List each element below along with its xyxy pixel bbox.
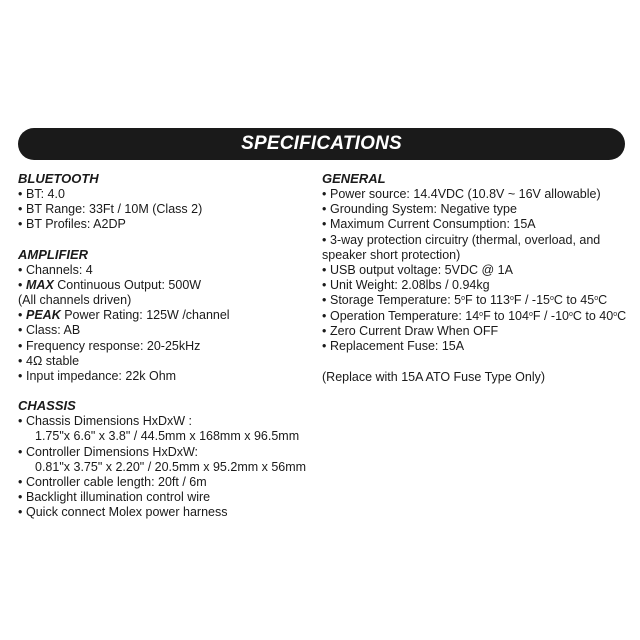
amplifier-heading: AMPLIFIER (18, 246, 89, 262)
list-item: • MAX Continuous Output: 500W (18, 277, 202, 292)
list-item: • Frequency response: 20-25kHz (18, 338, 201, 353)
list-item: • Input impedance: 22k Ohm (18, 369, 177, 384)
bluetooth-list (18, 187, 318, 233)
general-list (322, 187, 634, 354)
list-item-continuation: 1.75"x 6.6" x 3.8" / 44.5mm x 168mm x 96.5mm (35, 429, 300, 444)
bluetooth-heading: BLUETOOTH (18, 171, 99, 186)
list-item-continuation: speaker short protection) (322, 247, 461, 262)
chassis-heading: CHASSIS (18, 398, 76, 414)
list-item: • 3-way protection circuitry (thermal, overload, and (322, 232, 601, 247)
right-column (322, 171, 634, 385)
page-title: SPECIFICATIONS (241, 133, 402, 154)
list-item: • Chassis Dimensions HxDxW : (18, 414, 193, 429)
list-item: • BT: 4.0 (18, 187, 65, 201)
list-item: • Operation Temperature: 14$^o$F to 104$^o$F / -10$^o$C to 40$^o$C (322, 308, 627, 323)
list-item: • Class: AB (18, 323, 81, 338)
chassis-list (18, 414, 318, 520)
list-item: • Power source: 14.4VDC (10.8V ~ 16V allowable) (322, 187, 601, 201)
fuse-note: (Replace with 15A ATO Fuse Type Only) (322, 370, 546, 385)
list-item: • Maximum Current Consumption: 15A (322, 217, 536, 232)
list-item: • USB output voltage: 5VDC @ 1A (322, 263, 513, 278)
list-item: • Zero Current Draw When OFF (322, 323, 499, 338)
list-item-continuation: 0.81"x 3.75" x 2.20" / 20.5mm x 95.2mm x 56mm (35, 459, 307, 474)
list-item: • Controller Dimensions HxDxW: (18, 444, 199, 459)
list-item: • Channels: 4 (18, 262, 93, 277)
list-item: • Backlight illumination control wire (18, 490, 211, 505)
general-heading: GENERAL (322, 171, 386, 186)
list-item: • BT Profiles: A2DP (18, 217, 126, 232)
amplifier-list (18, 263, 318, 385)
list-item: • 4Ω stable (18, 353, 80, 368)
list-item: • Storage Temperature: 5$^o$F to 113$^o$F / -15$^o$C to 45$^o$C (322, 293, 608, 308)
list-item-continuation: (All channels driven) (18, 293, 132, 308)
list-item: • BT Range: 33Ft / 10M (Class 2) (18, 202, 203, 217)
specifications-banner (18, 128, 625, 160)
list-item: • Controller cable length: 20ft / 6m (18, 475, 207, 490)
list-item: • PEAK Power Rating: 125W /channel (18, 308, 230, 323)
list-item: • Quick connect Molex power harness (18, 505, 228, 520)
left-column (18, 171, 318, 521)
list-item: • Unit Weight: 2.08lbs / 0.94kg (322, 278, 490, 293)
list-item: • Replacement Fuse: 15A (322, 339, 465, 354)
list-item: • Grounding System: Negative type (322, 202, 517, 217)
